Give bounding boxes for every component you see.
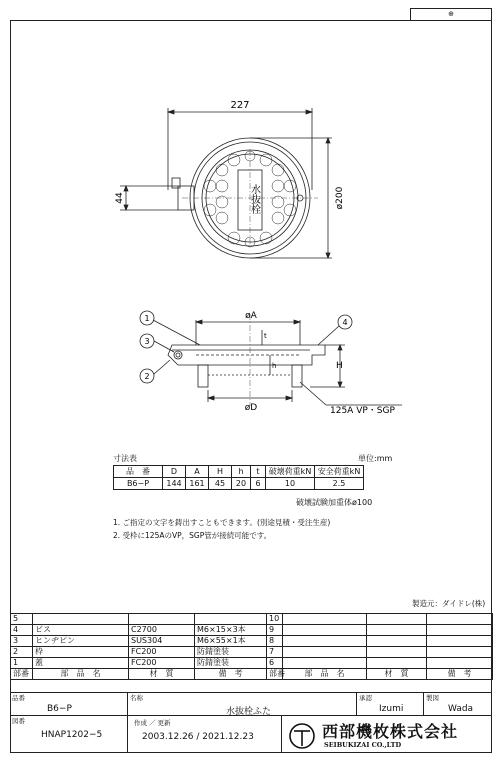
bom-header-material2: 材 質 [367,669,427,680]
bom-material2 [367,614,427,625]
checked-value: Izumi [379,704,404,714]
dim-h-label: H [336,361,343,371]
bom-header-name2: 部 品 名 [283,669,367,680]
bom-row [11,636,493,647]
bom-row [11,625,493,636]
company-name-en: SEIBUKIZAI CO.,LTD [324,741,402,749]
spec-table [113,465,364,490]
company-name: 西部機枚株式会社 [322,722,459,741]
bom-material2 [367,636,427,647]
bom-header-name: 部 品 名 [33,669,129,680]
diameter-dim-label: ø200 [335,186,345,210]
bom-remark: M6×55×1本 [195,636,267,647]
bom-name: 枠 [33,647,129,658]
bom-remark: 防錆塗装 [195,658,267,669]
spec-data-row [114,478,364,490]
bom-name2 [283,658,367,669]
checked-cell [356,692,424,716]
corner-mark: ⊕ [410,8,492,20]
bom-material2 [367,625,427,636]
date-cell [127,715,282,753]
spec-cell: 10 [266,478,315,490]
maker-note: 製造元：ダイドレ(株) [412,599,486,608]
bom-table [10,613,493,680]
spec-cell: 6 [251,478,266,490]
bom-header-no2: 部番 [267,669,283,680]
drawing-no-cell [10,715,128,753]
name-value: 水抜栓ふた [226,707,272,717]
date-label: 作成 ／ 更新 [134,719,171,727]
dim-h-small-label: h [272,362,277,370]
bom-material: FC200 [129,647,195,658]
bom-remark2 [427,625,493,636]
drawing-no-label: 図番 [12,717,25,725]
drawn-value: Wada [448,704,474,714]
spec-footnote: 破壊試験加重体ø100 [296,498,373,507]
callout-2: 2 [144,372,150,381]
bom-material [129,614,195,625]
date-value: 2003.12.26 / 2021.12.23 [142,732,254,742]
bom-no: 3 [11,636,33,647]
bom-remark: M6×15×3本 [195,625,267,636]
bom-no2: 6 [267,658,283,669]
spec-header-row [114,466,364,478]
part-no-label: 品番 [12,694,25,702]
bom-material: C2700 [129,625,195,636]
bom-no: 2 [11,647,33,658]
part-no-cell [10,692,128,716]
bom-row [11,658,493,669]
company-logo-icon [288,722,316,750]
bom-no2: 8 [267,636,283,647]
bom-remark2 [427,636,493,647]
spec-header: t [251,466,266,478]
spec-cell: 161 [186,478,209,490]
pipe-label: 125A VP・SGP [330,406,395,416]
bom-no2: 7 [267,647,283,658]
bom-material2 [367,658,427,669]
spec-cell: 2.5 [315,478,364,490]
dim-a-label: øA [245,311,257,321]
part-no-value: B6−P [47,704,72,714]
callout-4: 4 [342,318,348,327]
bom-name2 [283,636,367,647]
bom-material: SUS304 [129,636,195,647]
note-2: 2. 受枠に125AのVP，SGP管が接続可能です。 [113,531,272,540]
spec-header: 安全荷重kN [315,466,364,478]
spec-table-title: 寸法表 [113,454,137,463]
bom-row [11,614,493,625]
spec-header: A [186,466,209,478]
bom-no: 4 [11,625,33,636]
height-dim-label: 44 [115,192,125,204]
checked-label: 承認 [359,694,372,702]
bom-remark2 [427,614,493,625]
spec-table-unit: 単位:mm [358,454,393,463]
name-cell [127,692,357,716]
spec-cell: 20 [232,478,251,490]
bom-no2: 9 [267,625,283,636]
bom-no: 5 [11,614,33,625]
bom-material: FC200 [129,658,195,669]
spec-cell: 144 [163,478,186,490]
bom-remark [195,614,267,625]
dim-t-label: t [264,332,267,340]
width-dim-label: 227 [230,100,250,111]
bom-name: 蓋 [33,658,129,669]
spec-cell: B6−P [114,478,163,490]
name-label: 名称 [130,694,143,702]
bom-name [33,614,129,625]
company-cell [281,715,492,753]
drawing-no-value: HNAP1202−5 [41,730,103,740]
bom-material2 [367,647,427,658]
bom-no: 1 [11,658,33,669]
bom-name2 [283,614,367,625]
bom-remark2 [427,658,493,669]
spec-cell: 45 [209,478,232,490]
dim-d-label: øD [244,403,258,413]
bom-name2 [283,647,367,658]
spec-header: 品 番 [114,466,163,478]
note-1: 1. ご指定の文字を鋳出すこともできます。(別途見積・受注生産) [113,518,331,527]
bom-remark: 防錆塗装 [195,647,267,658]
drawn-label: 製図 [426,694,439,702]
bom-name: ヒンヂピン [33,636,129,647]
bom-no2: 10 [267,614,283,625]
bom-remark2 [427,647,493,658]
drawn-cell [423,692,492,716]
bom-header-remark2: 備 考 [427,669,493,680]
bom-name2 [283,625,367,636]
lid-text: 水抜栓 [248,184,260,214]
bom-name: ビス [33,625,129,636]
callout-1: 1 [144,314,150,323]
bom-header-no: 部番 [11,669,33,680]
callout-3: 3 [144,337,150,346]
spec-header: h [232,466,251,478]
spec-header: D [163,466,186,478]
bom-header-row [11,669,493,680]
spec-header: H [209,466,232,478]
bom-header-remark: 備 考 [195,669,267,680]
bom-row [11,647,493,658]
spec-header: 破壊荷重kN [266,466,315,478]
bom-header-material: 材 質 [129,669,195,680]
